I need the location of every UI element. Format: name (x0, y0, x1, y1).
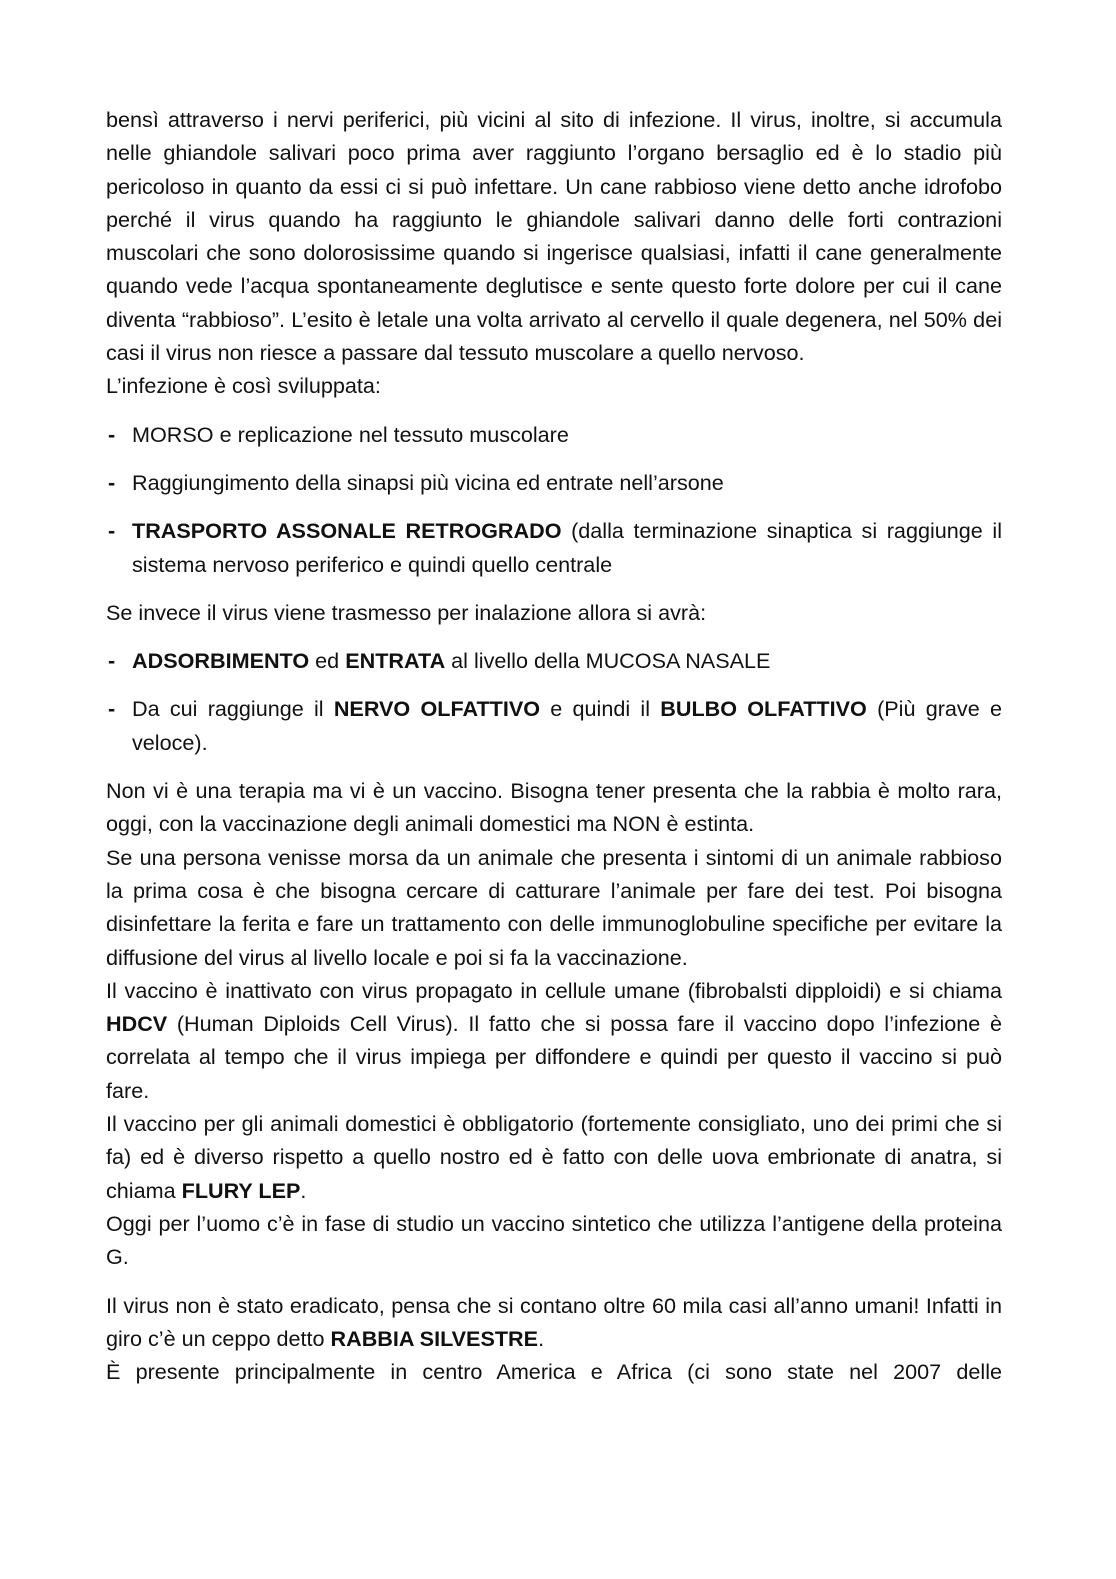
list-item (106, 644, 1002, 677)
paragraph-sylvatic-rabies (106, 1289, 1002, 1356)
list-item-text: (dalla terminazione sinaptica si raggiunge il sistema nervoso periferico e quindi quello centrale (132, 518, 1002, 577)
text: ed (309, 648, 346, 674)
paragraph-therapy: Non vi è una terapia ma vi è un vaccino. Bisogna tener presenta che la rabbia è molto rara, oggi, con la vaccinazione degli animali domestici ma NON è estinta. (106, 778, 1002, 837)
text: Il vaccino per gli animali domestici è obbligatorio (fortemente consigliato, uno dei primi che si fa) ed è diverso rispetto a quello nostro ed è fatto con delle uova embrionate di anatra, si chiama (106, 1111, 1002, 1203)
paragraph-animal-vaccine (106, 1107, 1002, 1207)
bold-term: NERVO OLFATTIVO (333, 696, 541, 722)
list-item (106, 692, 1002, 759)
bullet-dash: - (108, 469, 116, 495)
text: . (300, 1177, 307, 1203)
bold-term: ENTRATA (345, 648, 446, 674)
list-item (106, 514, 1002, 581)
bold-term: HDCV (106, 1011, 168, 1037)
text: (Human Diploids Cell Virus). Il fatto che si possa fare il vaccino dopo l’infezione è correlata al tempo che il virus impiega per diffondere e quindi per questo il vaccino si può fare. (106, 1011, 1002, 1103)
list-item-text: MORSO e replicazione nel tessuto muscolare (132, 421, 569, 447)
text: . (538, 1325, 545, 1351)
paragraph-hdcv (106, 974, 1002, 1107)
paragraph-infection-intro: L’infezione è così sviluppata: (106, 373, 381, 399)
bold-term: FLURY LEP (181, 1177, 301, 1203)
text: e quindi il (540, 696, 661, 722)
bold-term: BULBO OLFATTIVO (660, 696, 867, 722)
paragraph-distribution: È presente principalmente in centro America e Africa (ci sono state nel 2007 delle (106, 1359, 1002, 1385)
infection-steps-list (106, 418, 1002, 581)
paragraph-synthetic-vaccine: Oggi per l’uomo c’è in fase di studio un vaccino sintetico che utilizza l’antigene della proteina G. (106, 1210, 1002, 1270)
paragraph-transmission: bensì attraverso i nervi periferici, più vicini al sito di infezione. Il virus, inoltre, si accumula nelle ghiandole salivari poco prima aver raggiunto l’organo bersaglio ed è lo stadio più pericoloso in quanto da essi ci si può infettare. Un cane rabbioso viene detto anche idrofobo perché il virus quando ha raggiunto le ghiandole salivari danno delle forti contrazioni muscolari che sono dolorosissime quando si ingerisce qualsiasi, infatti il cane generalmente quando vede l’acqua spontaneamente deglutisce e sente questo forte dolore per cui il cane diventa “rabbioso”. L’esito è letale una volta arrivato al cervello il quale degenera, nel 50% dei casi il virus non riesce a passare dal tessuto muscolare a quello nervoso. (106, 107, 1002, 366)
bullet-dash: - (108, 648, 116, 674)
paragraph-bite-treatment: Se una persona venisse morsa da un animale che presenta i sintomi di un animale rabbioso la prima cosa è che bisogna cercare di catturare l’animale per fare dei test. Poi bisogna disinfettare la ferita e fare un trattamento con delle immunoglobuline specifiche per evitare la diffusione del virus al livello locale e poi si fa la vaccinazione. (106, 844, 1002, 970)
text: (Più grave e veloce). (132, 696, 1002, 755)
bold-term: TRASPORTO ASSONALE RETROGRADO (132, 518, 562, 544)
text: Il virus non è stato eradicato, pensa che si contano oltre 60 mila casi all’anno umani! Infatti in giro c’è un ceppo detto (106, 1292, 1002, 1351)
list-item (106, 418, 1002, 451)
paragraph-inhalation-intro: Se invece il virus viene trasmesso per inalazione allora si avrà: (106, 599, 707, 625)
text: Il vaccino è inattivato con virus propagato in cellule umane (fibrobalsti dipploidi) e si chiama (106, 977, 1002, 1003)
document-page (106, 103, 1002, 1388)
text: al livello della MUCOSA NASALE (445, 648, 771, 674)
bullet-dash: - (108, 518, 116, 544)
bullet-dash: - (108, 421, 116, 447)
list-item (106, 466, 1002, 499)
bold-term: ADSORBIMENTO (132, 648, 310, 674)
bold-term: RABBIA SILVESTRE (330, 1325, 539, 1351)
list-item-text: Raggiungimento della sinapsi più vicina ed entrate nell’arsone (132, 469, 724, 495)
inhalation-steps-list (106, 644, 1002, 759)
text: Da cui raggiunge il (132, 696, 334, 722)
bullet-dash: - (108, 696, 116, 722)
